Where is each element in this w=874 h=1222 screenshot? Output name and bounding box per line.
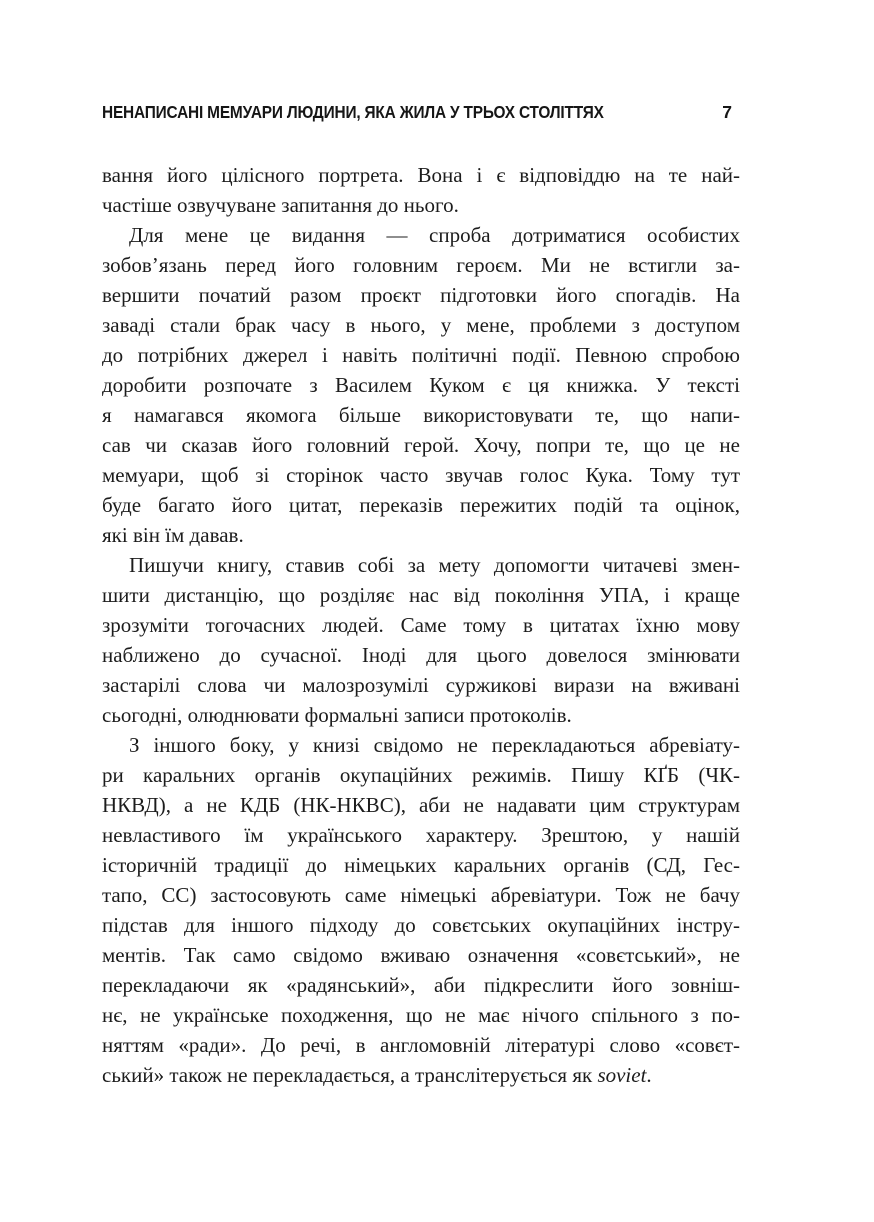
- text-line: зрозуміти тогочасних людей. Саме тому в цитатах їхню мову: [102, 613, 740, 637]
- text-line: шити дистанцію, що розділяє нас від покоління УПА, і краще: [102, 583, 740, 607]
- text-line: НКВД), а не КДБ (НК-НКВС), аби не надавати цим структурам: [102, 793, 740, 817]
- text-line: ментів. Так само свідомо вживаю означення «совєтський», не: [102, 943, 740, 967]
- text-line: до потрібних джерел і навіть політичні події. Певною спробою: [102, 343, 740, 367]
- text-line: перекладаючи як «радянський», аби підкреслити його зовніш-: [102, 973, 740, 997]
- text-line: вершити початий разом проєкт підготовки його спогадів. На: [102, 283, 740, 307]
- text-line: нє, не українське походження, що не має нічого спільного з по-: [102, 1003, 740, 1027]
- text-line: доробити розпочате з Василем Куком є ця книжка. У тексті: [102, 373, 740, 397]
- text-line: я намагався якомога більше використовувати те, що напи-: [102, 403, 740, 427]
- text-line: сав чи сказав його головний герой. Хочу, попри те, що це не: [102, 433, 740, 457]
- text-line: мемуари, щоб зі сторінок часто звучав голос Кука. Тому тут: [102, 463, 740, 487]
- italic-term: soviet: [597, 1063, 647, 1087]
- running-header-title: НЕНАПИСАНІ МЕМУАРИ ЛЮДИНИ, ЯКА ЖИЛА У ТРЬОХ СТОЛІТТЯХ: [102, 102, 604, 122]
- text-line: З іншого боку, у книзі свідомо не перекладаються абревіату-: [129, 733, 740, 757]
- text-line: які він їм давав.: [102, 523, 244, 547]
- text-line: Для мене це видання — спроба дотриматися особистих: [129, 223, 740, 247]
- text-line: історичній традиції до німецьких каральних органів (СД, Гес-: [102, 853, 740, 877]
- text-line: ри каральних органів окупаційних режимів. Пишу КҐБ (ЧК-: [102, 763, 740, 787]
- paragraph: [102, 730, 740, 1090]
- text-line: Пишучи книгу, ставив собі за мету допомогти читачеві змен-: [129, 553, 740, 577]
- text-line: частіше озвучуване запитання до нього.: [102, 193, 459, 217]
- text-line: підстав для іншого підходу до совєтських окупаційних інстру-: [102, 913, 740, 937]
- paragraph: [102, 550, 740, 730]
- text-line: буде багато його цитат, переказів пережитих подій та оцінок,: [102, 493, 740, 517]
- text-segment: .: [646, 1063, 652, 1087]
- text-line: застарілі слова чи малозрозумілі суржикові вирази на вживані: [102, 673, 740, 697]
- text-line: вання його цілісного портрета. Вона і є відповіддю на те най-: [102, 163, 740, 187]
- page-body: [102, 160, 740, 1090]
- running-header: [102, 103, 740, 122]
- text-line: тапо, СС) застосовують саме німецькі абревіатури. Тож не бачу: [102, 883, 740, 907]
- text-line: наближено до сучасної. Іноді для цього довелося змінювати: [102, 643, 740, 667]
- paragraph: [102, 160, 740, 220]
- text-line: заваді стали брак часу в нього, у мене, проблеми з доступом: [102, 313, 740, 337]
- text-line: [102, 1060, 740, 1090]
- text-line: сьогодні, олюднювати формальні записи протоколів.: [102, 703, 572, 727]
- paragraph: [102, 220, 740, 550]
- page-number: 7: [722, 102, 732, 122]
- text-line: невластивого їм українського характеру. Зрештою, у нашій: [102, 823, 740, 847]
- text-segment: ський» також не перекладається, а транслітерується як: [102, 1063, 598, 1087]
- text-line: няттям «ради». До речі, в англомовній літературі слово «совєт-: [102, 1033, 740, 1057]
- text-line: зобов’язань перед його головним героєм. Ми не встигли за-: [102, 253, 740, 277]
